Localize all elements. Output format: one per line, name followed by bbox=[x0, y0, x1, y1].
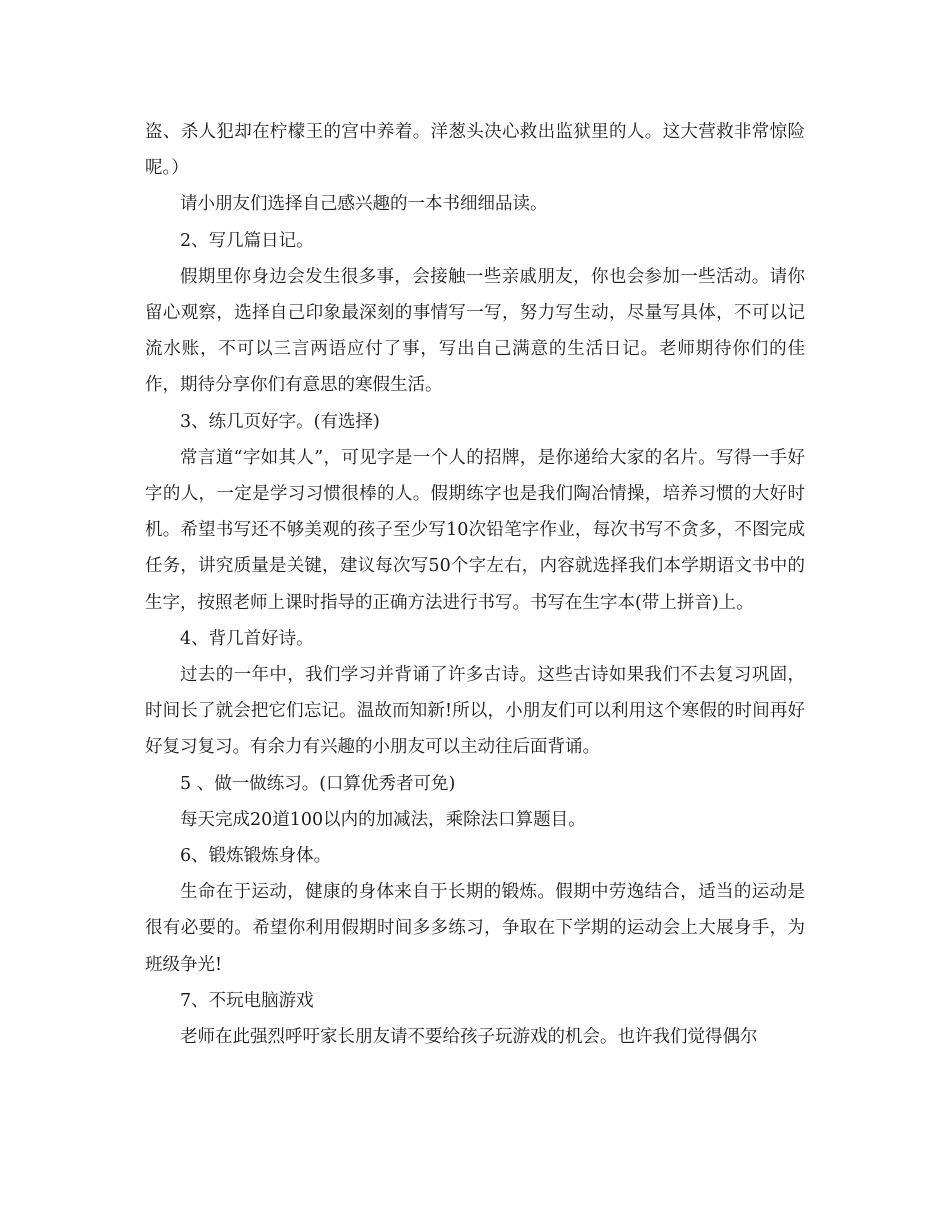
paragraph-poems: 过去的一年中，我们学习并背诵了许多古诗。这些古诗如果我们不去复习巩固，时间长了就会把它们忘记。温故而知新!所以，小朋友们可以利用这个寒假的时间再好好复习复习。有余力有兴趣的小朋友可以主动往后面背诵。 bbox=[145, 665, 805, 758]
document-page bbox=[145, 114, 805, 1055]
section-heading-handwriting: 3、练几页好字。(有选择) bbox=[180, 411, 380, 432]
section-heading-no-games: 7、不玩电脑游戏 bbox=[180, 990, 314, 1011]
section-heading-diary: 2、写几篇日记。 bbox=[180, 230, 314, 251]
section-heading-exercises: 5 、做一做练习。(口算优秀者可免) bbox=[180, 773, 456, 794]
paragraph-diary: 假期里你身边会发生很多事，会接触一些亲戚朋友，你也会参加一些活动。请你留心观察，选择自己印象最深刻的事情写一写，努力写生动，尽量写具体，不可以记流水账，不可以三言两语应付了事，写出自己满意的生活日记。老师期待你们的佳作，期待分享你们有意思的寒假生活。 bbox=[145, 266, 805, 396]
section-heading-exercise-body: 6、锻炼锻炼身体。 bbox=[180, 846, 332, 867]
section-heading-poems: 4、背几首好诗。 bbox=[180, 628, 314, 649]
paragraph-exercises: 每天完成20道100以内的加减法，乘除法口算题目。 bbox=[180, 809, 586, 830]
paragraph-continuation: 盗、杀人犯却在柠檬王的宫中养着。洋葱头决心救出监狱里的人。这大营救非常惊险呢。） bbox=[145, 122, 805, 179]
paragraph-handwriting: 常言道“字如其人”，可见字是一个人的招牌，是你递给大家的名片。写得一手好字的人，一定是学习习惯很棒的人。假期练字也是我们陶冶情操，培养习惯的大好时机。希望书写还不够美观的孩子至少写10次铅笔字作业，每次书写不贪多，不图完成任务，讲究质量是关键，建议每次写50个字左右，内容就选择我们本学期语文书中的生字，按照老师上课时指导的正确方法进行书写。书写在生字本(带上拼音)上。 bbox=[145, 447, 805, 613]
paragraph-no-games: 老师在此强烈呼吁家长朋友请不要给孩子玩游戏的机会。也许我们觉得偶尔 bbox=[180, 1027, 758, 1048]
paragraph-reading-advice: 请小朋友们选择自己感兴趣的一本书细细品读。 bbox=[180, 194, 548, 215]
paragraph-exercise-body: 生命在于运动，健康的身体来自于长期的锻炼。假期中劳逸结合，适当的运动是很有必要的。希望你利用假期时间多多练习，争取在下学期的运动会上大展身手，为班级争光! bbox=[145, 882, 805, 975]
